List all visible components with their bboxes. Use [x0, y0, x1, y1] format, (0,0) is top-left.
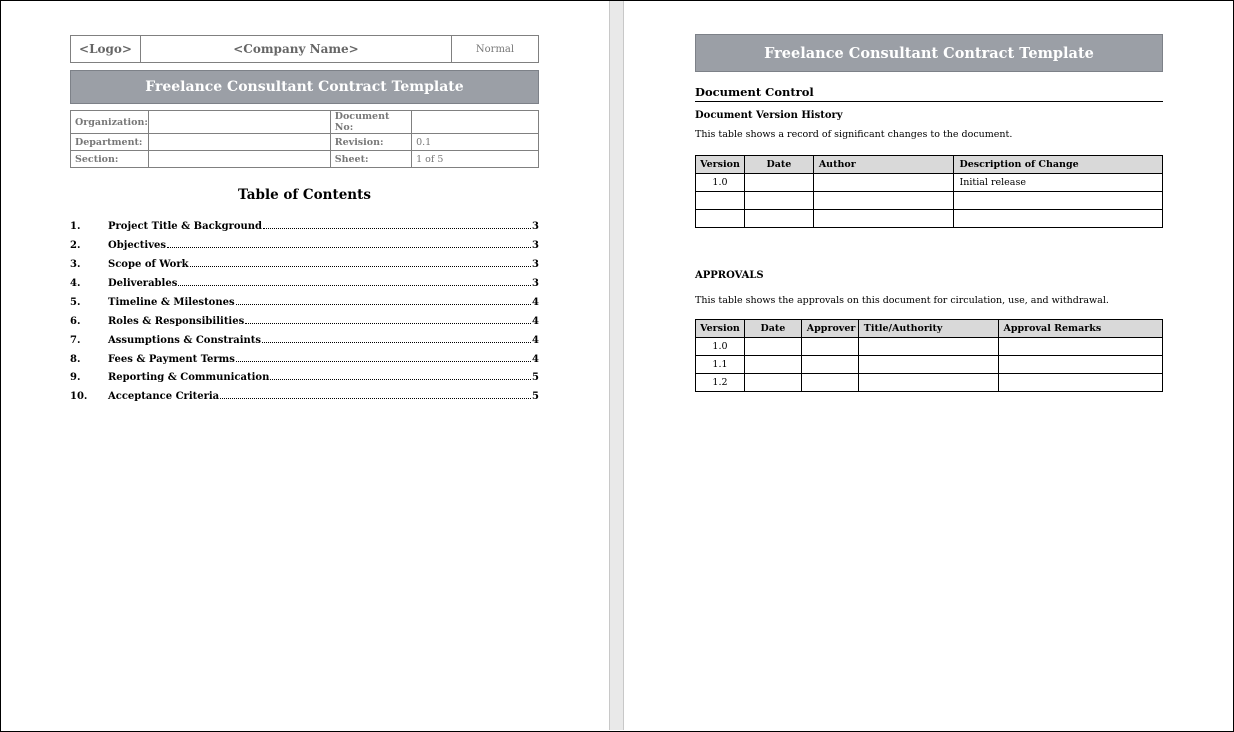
table-cell[interactable] — [813, 174, 954, 192]
table-cell[interactable] — [813, 210, 954, 228]
table-cell[interactable]: Initial release — [954, 174, 1163, 192]
document-control-heading: Document Control — [695, 85, 1163, 102]
toc-page-number: 3 — [532, 221, 539, 232]
table-cell[interactable] — [813, 192, 954, 210]
toc-entry[interactable] — [70, 384, 539, 402]
column-header: Approver — [801, 320, 858, 338]
table-cell[interactable] — [744, 174, 813, 192]
toc-entry[interactable] — [70, 328, 539, 346]
table-cell[interactable] — [954, 192, 1163, 210]
table-cell[interactable]: 1.0 — [696, 338, 745, 356]
table-cell[interactable] — [858, 338, 998, 356]
table-cell[interactable] — [858, 374, 998, 392]
toc-page-number: 3 — [532, 240, 539, 251]
toc-leader — [178, 284, 531, 286]
toc-number: 3. — [70, 259, 81, 270]
table-row — [696, 174, 1163, 192]
table-row — [696, 374, 1163, 392]
table-cell[interactable] — [998, 356, 1162, 374]
toc-label: Project Title & Background — [108, 221, 263, 232]
page-gutter — [609, 1, 624, 730]
table-row — [696, 338, 1163, 356]
toc-number: 8. — [70, 354, 81, 365]
toc-leader — [270, 378, 531, 380]
table-cell[interactable] — [696, 210, 745, 228]
column-header: Date — [744, 156, 813, 174]
toc-number: 6. — [70, 316, 81, 327]
toc-label: Roles & Responsibilities — [108, 316, 245, 327]
toc-title: Table of Contents — [238, 187, 371, 203]
organization-label: Organization: — [71, 111, 149, 134]
organization-value[interactable] — [148, 111, 330, 134]
toc-leader — [220, 397, 531, 399]
toc-label: Acceptance Criteria — [108, 391, 220, 402]
header-table — [70, 35, 539, 63]
page-2 — [624, 1, 1232, 730]
table-cell[interactable] — [801, 338, 858, 356]
approvals-table — [695, 319, 1163, 392]
table-row — [696, 210, 1163, 228]
version-history-description: This table shows a record of significant changes to the document. — [695, 129, 1013, 140]
table-cell[interactable] — [744, 210, 813, 228]
column-header: Version — [696, 156, 745, 174]
toc-number: 4. — [70, 278, 81, 289]
table-cell[interactable] — [998, 338, 1162, 356]
table-cell[interactable] — [744, 374, 801, 392]
toc-label: Timeline & Milestones — [108, 297, 235, 308]
document-no-value[interactable] — [412, 111, 539, 134]
toc-page-number: 5 — [532, 372, 539, 383]
table-cell[interactable] — [954, 210, 1163, 228]
table-row — [696, 356, 1163, 374]
table-row — [71, 151, 539, 168]
sheet-value[interactable]: 1 of 5 — [412, 151, 539, 168]
company-name-placeholder: <Company Name> — [141, 36, 452, 63]
column-header: Date — [744, 320, 801, 338]
toc-page-number: 4 — [532, 354, 539, 365]
toc-label: Objectives — [108, 240, 166, 251]
sheet-label: Sheet: — [330, 151, 411, 168]
toc-leader — [190, 265, 531, 267]
column-header: Title/Authority — [858, 320, 998, 338]
table-cell[interactable]: 1.2 — [696, 374, 745, 392]
toc-number: 9. — [70, 372, 81, 383]
document-no-label: Document No: — [330, 111, 411, 134]
revision-value[interactable]: 0.1 — [412, 134, 539, 151]
toc-number: 10. — [70, 391, 88, 402]
approvals-description: This table shows the approvals on this document for circulation, use, and withdrawal. — [695, 295, 1109, 306]
toc-page-number: 4 — [532, 297, 539, 308]
toc-label: Reporting & Communication — [108, 372, 270, 383]
table-row — [71, 111, 539, 134]
toc-entry[interactable] — [70, 233, 539, 251]
table-cell[interactable] — [744, 356, 801, 374]
table-cell[interactable] — [858, 356, 998, 374]
toc-page-number: 4 — [532, 316, 539, 327]
table-cell[interactable] — [744, 338, 801, 356]
toc-entry[interactable] — [70, 365, 539, 383]
toc-leader — [245, 322, 531, 324]
toc-leader — [167, 246, 531, 248]
document-title: Freelance Consultant Contract Template — [695, 34, 1163, 72]
toc-page-number: 3 — [532, 278, 539, 289]
toc-number: 1. — [70, 221, 81, 232]
table-cell[interactable] — [801, 356, 858, 374]
column-header: Version — [696, 320, 745, 338]
toc-page-number: 5 — [532, 391, 539, 402]
toc-entry[interactable] — [70, 252, 539, 270]
toc-label: Deliverables — [108, 278, 178, 289]
section-label: Section: — [71, 151, 149, 168]
column-header: Author — [813, 156, 954, 174]
toc-leader — [236, 303, 531, 305]
approvals-heading: APPROVALS — [695, 270, 764, 281]
table-cell[interactable] — [998, 374, 1162, 392]
toc-entry[interactable] — [70, 271, 539, 289]
toc-leader — [263, 227, 531, 229]
toc-leader — [236, 360, 531, 362]
document-info-table — [70, 110, 539, 168]
column-header: Approval Remarks — [998, 320, 1162, 338]
table-cell[interactable] — [801, 374, 858, 392]
version-history-table — [695, 155, 1163, 228]
table-row — [71, 134, 539, 151]
toc-label: Fees & Payment Terms — [108, 354, 235, 365]
toc-entry[interactable] — [70, 347, 539, 365]
toc-number: 2. — [70, 240, 81, 251]
logo-placeholder: <Logo> — [71, 36, 141, 63]
version-history-heading: Document Version History — [695, 110, 843, 121]
table-cell[interactable]: 1.0 — [696, 174, 745, 192]
toc-leader — [262, 341, 531, 343]
section-value[interactable] — [148, 151, 330, 168]
table-header-row — [696, 320, 1163, 338]
toc-page-number: 4 — [532, 335, 539, 346]
department-value[interactable] — [148, 134, 330, 151]
toc-label: Assumptions & Constraints — [108, 335, 262, 346]
table-cell[interactable] — [744, 192, 813, 210]
table-row — [696, 192, 1163, 210]
toc-label: Scope of Work — [108, 259, 189, 270]
revision-label: Revision: — [330, 134, 411, 151]
table-header-row — [696, 156, 1163, 174]
column-header: Description of Change — [954, 156, 1163, 174]
table-cell[interactable]: 1.1 — [696, 356, 745, 374]
document-title: Freelance Consultant Contract Template — [70, 70, 539, 104]
toc-entry[interactable] — [70, 214, 539, 232]
toc-number: 5. — [70, 297, 81, 308]
toc-number: 7. — [70, 335, 81, 346]
page-1 — [1, 1, 609, 730]
toc-entry[interactable] — [70, 290, 539, 308]
style-label: Normal — [452, 36, 539, 63]
table-cell[interactable] — [696, 192, 745, 210]
toc-page-number: 3 — [532, 259, 539, 270]
department-label: Department: — [71, 134, 149, 151]
toc-entry[interactable] — [70, 309, 539, 327]
